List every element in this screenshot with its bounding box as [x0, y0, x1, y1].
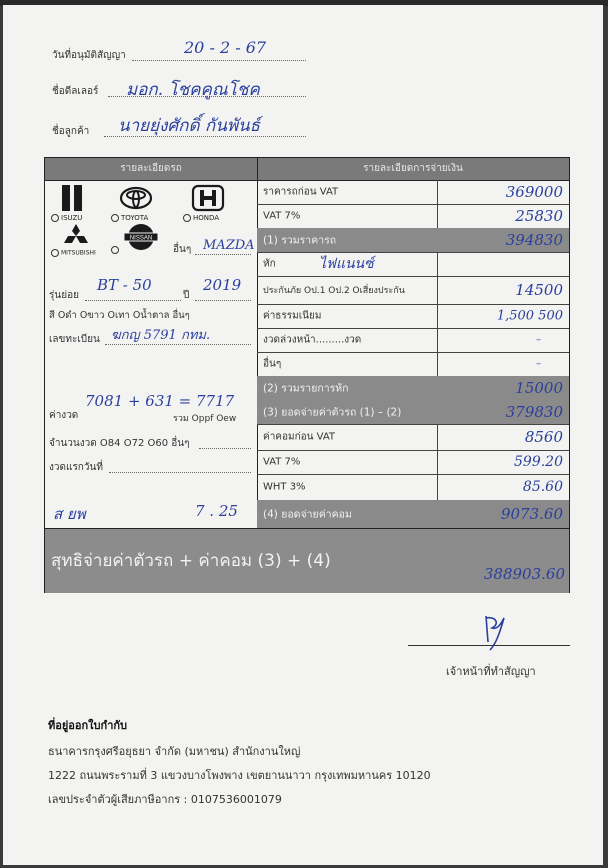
svg-text:NISSAN: NISSAN: [129, 235, 153, 242]
installment-label: ค่างวด: [49, 410, 79, 421]
honda-option: HONDA: [183, 214, 219, 222]
first-installment-label: งวดแรกวันที่: [49, 462, 103, 473]
mitsubishi-logo: [63, 224, 89, 248]
signature-line: [408, 645, 570, 646]
year-value: 2019: [203, 276, 242, 294]
vat-row: VAT 7% 25830: [257, 204, 569, 229]
other-row: อื่นๆ –: [257, 352, 569, 377]
plate-label: เลขทะเบียน: [49, 334, 100, 345]
left-note-number: 7 . 25: [195, 502, 238, 520]
footer-line-3: เลขประจำตัวผู้เสียภาษีอากร : 0107536001079: [48, 793, 282, 806]
mitsubishi-option: MITSUBISHI: [51, 249, 96, 257]
customer-label: ชื่อลูกค้า: [52, 126, 90, 137]
installment-count-dots: [199, 448, 251, 449]
signature-label: เจ้าหน้าที่ทำสัญญา: [446, 665, 536, 678]
customer-value: นายยุ่งศักดิ์ กันพันธ์: [118, 116, 261, 136]
footer-line-2: 1222 ถนนพระรามที่ 3 แขวงบางโพงพาง เขตยานนาวา กรุงเทพมหานคร 10120: [48, 769, 431, 782]
net-total-value: 388903.60: [483, 565, 565, 583]
wht-row: WHT 3% 85.60: [257, 474, 569, 501]
insurance-row: ประกันภัย Oป.1 Oป.2 Oเสี่ยงประกัน 14500: [257, 276, 569, 305]
brand-other-value: MAZDA: [203, 238, 255, 253]
plate-value: ฆกญ 5791 กทม.: [111, 328, 211, 343]
color-label: สี Oดำ Oขาว Oเทา Oน้ำตาล อื่นๆ: [49, 310, 190, 321]
installment-count-label: จำนวนงวด O84 O72 O60 อื่นๆ: [49, 438, 190, 449]
first-installment-dots: [109, 472, 251, 473]
toyota-option: TOYOTA: [111, 214, 148, 222]
model-dots: [85, 300, 181, 301]
model-label: รุ่นย่อย: [49, 290, 79, 301]
footer-line-1: ธนาคารกรุงศรีอยุธยา จำกัด (มหาชน) สำนักงานใหญ่: [48, 745, 301, 758]
total-deductions-row: (2) รวมรายการหัก 15000: [257, 376, 569, 401]
toyota-logo: [119, 186, 153, 210]
year-dots: [195, 300, 251, 301]
installment-suffix: รวม Oppf Oew: [173, 414, 237, 424]
left-note: ส ยพ: [53, 505, 86, 523]
advance-installment-row: งวดล่วงหน้า.........งวด –: [257, 328, 569, 353]
date-value: 20 - 2 - 67: [184, 38, 267, 57]
payment-table: [44, 157, 570, 593]
net-total-row: [45, 528, 569, 593]
price-before-vat-row: ราคารถก่อน VAT 369000: [257, 180, 569, 205]
isuzu-option: ISUZU: [51, 214, 82, 222]
commission-before-vat-row: ค่าคอมก่อน VAT 8560: [257, 424, 569, 451]
commission-vat-row: VAT 7% 599.20: [257, 450, 569, 475]
commission-payment-row: (4) ยอดจ่ายค่าคอม 9073.60: [257, 500, 569, 528]
footer-title: ที่อยู่ออกใบกำกับ: [48, 719, 128, 732]
isuzu-logo: [61, 184, 83, 212]
car-payment-row: (3) ยอดจ่ายค่าตัวรถ (1) – (2) 379830: [257, 400, 569, 425]
year-label: ปี: [183, 290, 190, 301]
installment-value: 7081 + 631 = 7717: [85, 392, 235, 410]
signature-mark: [478, 612, 508, 652]
total-car-price-row: (1) รวมราคารถ 394830: [257, 228, 569, 253]
date-dots: [132, 60, 306, 61]
payment-details-header: รายละเอียดการจ่ายเงิน: [257, 158, 569, 181]
date-label: วันที่อนุมัติสัญญา: [52, 50, 126, 61]
model-value: BT - 50: [97, 276, 152, 294]
deduct-row: หัก ไฟแนนซ์: [257, 252, 569, 277]
honda-logo: [191, 184, 225, 212]
brand-other-label: อื่นๆ: [173, 244, 192, 255]
brand-other-dots: [195, 254, 251, 255]
nissan-logo: [123, 222, 159, 252]
dealer-value: มอก. โชคคูณโชค: [126, 80, 260, 100]
net-total-label: สุทธิจ่ายค่าตัวรถ + ค่าคอม (3) + (4): [51, 551, 331, 571]
dealer-label: ชื่อดีลเลอร์: [52, 86, 99, 97]
nissan-option: [111, 246, 121, 254]
fee-row: ค่าธรรมเนียม 1,500 500: [257, 304, 569, 329]
car-details-header: รายละเอียดรถ: [45, 158, 257, 181]
